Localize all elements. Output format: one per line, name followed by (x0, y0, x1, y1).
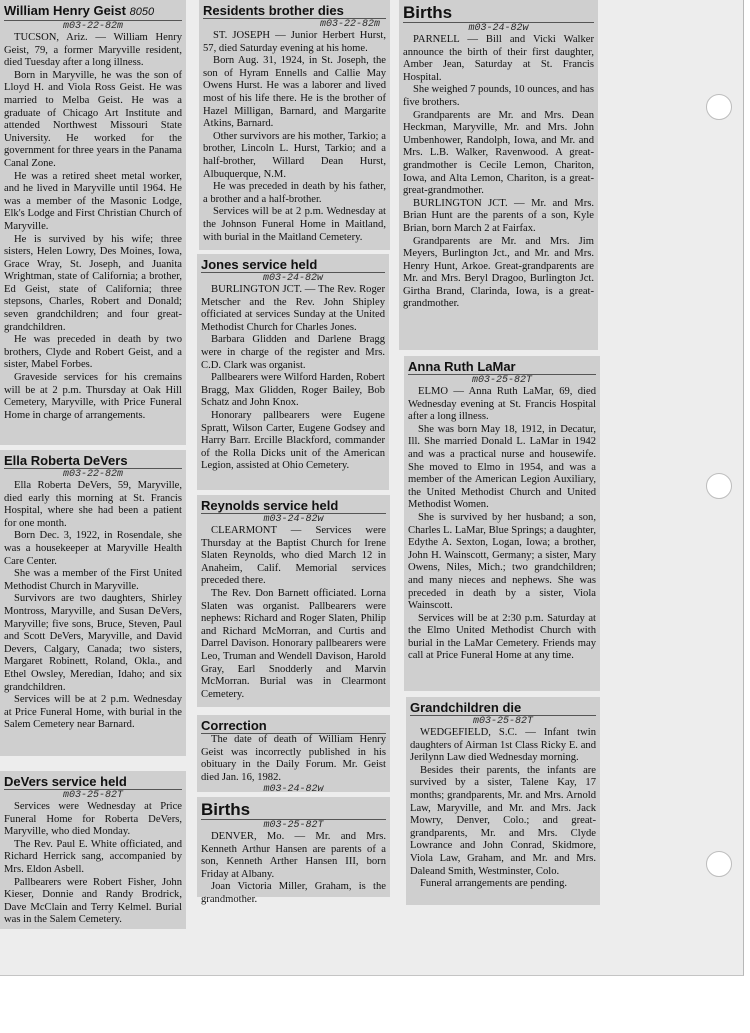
paragraph: The date of death of William Henry Geist was incorrectly published in his obituary in the Daily Forum. Mr. Geist died Jan. 16, 1982. (201, 734, 386, 783)
archive-code: m03-24-82w (468, 23, 529, 34)
clipping-devers-service (0, 771, 186, 929)
clipping-grandchildren-die (406, 697, 600, 905)
paragraph: Ella Roberta DeVers, 59, Maryville, died early this morning at St. Francis Hospital, where she had been a patient for one month. (4, 480, 182, 529)
paragraph: CLEARMONT — Services were Thursday at the Baptist Church for Irene Slaten Reynolds, who died March 12 in Anaheim, Calif. Memorial services preceded there. (201, 525, 386, 587)
paragraph: She was a member of the First United Methodist Church in Maryville. (4, 568, 182, 592)
paragraph: Grandparents are Mr. and Mrs. Dean Heckman, Maryville, Mr. and Mrs. John Umbenhower, Randolph, Iowa, and Mr. and Mrs. L.B. Walker, Ravenwood. A great-grandmother is Cecile Lemon, Chariton, Iowa, and Alta Lemon, Chariton, is a great-great-grandmother. (403, 109, 594, 197)
paragraph: She is survived by her husband; a son, Charles L. LaMar, Blue Springs; a daughter, Edythe A. Sexton, Logan, Iowa; a brother, John H. Wainscott, Germany; a sister, Mary Owens, Niles, Mich.; two grandchildren; and many nieces and nephews. She was preceded in death by a sister, Viola Wainscott. (408, 511, 596, 612)
archive-code: m03-24-82w (263, 514, 324, 525)
archive-code: m03-22-82m (319, 19, 380, 30)
archive-code: m03-25-82T (472, 716, 533, 727)
clipping-title: Grandchildren die (410, 700, 596, 716)
paragraph: Joan Victoria Miller, Graham, is the grandmother. (201, 881, 386, 905)
clipping-residents-brother-dies (199, 0, 390, 250)
archive-code: m03-22-82m (62, 469, 123, 480)
paragraph: She was born May 18, 1912, in Decatur, Ill. She married Donald L. LaMar in 1942 and was a practical nurse and housewife. She moved to Elmo in 1954, and was a member of the American Legion Auxiliary, the United Methodist Church and United Methodist Women. (408, 423, 596, 511)
archive-stamp: 8050 (129, 6, 155, 18)
clipping-births-denver (197, 797, 390, 905)
paragraph: Services will be at 2 p.m. Wednesday at Price Funeral Home, with burial in the Salem Cemetery near Barnard. (4, 694, 182, 731)
clipping-reynolds-service (197, 495, 390, 707)
paragraph: He was preceded in death by his father, a brother and a half-brother. (203, 181, 386, 205)
paragraph: Services will be at 2:30 p.m. Saturday at the Elmo United Methodist Church with burial in the LaMar Cemetery. Friends may call at Price Funeral Home at any time. (408, 612, 596, 662)
paragraph: PARNELL — Bill and Vicki Walker announce the birth of their first daughter, Amber Jean, Saturday at St. Francis Hospital. (403, 34, 594, 83)
paragraph: Born in Maryville, he was the son of Lloyd H. and Viola Ross Geist. He was married to Melba Geist. He was a graduate of Chicago Art Institute and attended Northwest Missouri State University. He worked for the government for three years in the Panama Canal Zone. (4, 69, 182, 169)
clipping-title: Residents brother dies (203, 3, 386, 19)
paragraph: DENVER, Mo. — Mr. and Mrs. Kenneth Arthur Hansen are parents of a son, Kenneth Arther Hansen III, born Friday at Albany. (201, 831, 386, 880)
clipping-title: Jones service held (201, 257, 385, 273)
archive-code: m03-25-82T (263, 820, 324, 831)
archive-code: m03-25-82T (471, 375, 532, 386)
paragraph: He is survived by his wife; three sisters, Helen Lowry, Des Moines, Iowa, Grace Wray, St. Joseph, and Juanita Wrightman, state of California; a brother, Ed Geist, state of California; three stepsons, Charles, Robert and Donald; seven grandchildren; and four great-grandchildren. (4, 233, 182, 333)
paragraph: TUCSON, Ariz. — William Henry Geist, 79, a former Maryville resident, died Tuesday after a long illness. (4, 32, 182, 69)
paragraph: The Rev. Don Barnett officiated. Lorna Slaten was organist. Pallbearers were nephews: Richard and Roger Slaten, Philip and Richard McMorran, and Curtis and Darrel Davison. Honorary pallbearers were Leo, Truman and Wendell Davison, Harold Gray, Earl Snodderly and Marvin McMorran. Burial was in Clearmont Cemetery. (201, 587, 386, 700)
clipping-title: DeVers service held (4, 774, 182, 790)
paragraph: Funeral arrangements are pending. (420, 878, 568, 890)
paragraph: Pallbearers were Robert Fisher, John Kieser, Donnie and Randy Brodrick, Dave McClain and Terry Kelmel. Burial was in the Salem Cemetery. (4, 876, 182, 926)
paragraph: He was preceded in death by two brothers, Clyde and Robert Geist, and a sister, Mabel Forbes. (4, 334, 182, 371)
paragraph: BURLINGTON JCT. — Mr. and Mrs. Brian Hunt are the parents of a son, Kyle Brian, born March 2 at Fairfax. (403, 197, 594, 234)
clipping-births-parnell (399, 0, 598, 350)
paragraph: WEDGEFIELD, S.C. — Infant twin daughters of Airman 1st Class Ricky E. and Jerilynn Law died Wednesday morning. (410, 727, 596, 764)
clipping-title: Births (403, 3, 594, 23)
clipping-title: William Henry Geist 8050 (4, 3, 182, 21)
clipping-william-henry-geist (0, 0, 186, 445)
clipping-title: Reynolds service held (201, 498, 386, 514)
paragraph: Services were Wednesday at Price Funeral Home for Roberta DeVers, Maryville, who died Monday. (4, 801, 182, 838)
paragraph: Survivors are two daughters, Shirley Montross, Maryville, and Susan DeVers, Maryville; five sons, Bruce, Steven, Paul and Scott DeVers, Maryville, and David Devers, Calgary, Canada; two sisters, Margaret Robinett, Roland, Okla., and Ethel Owsley, Meredian, Idaho; and six grandchildren. (4, 593, 182, 693)
paragraph: Graveside services for his cremains will be at 2 p.m. Thursday at Oak Hill Cemetery, Maryville, with Price Funeral Home in charge of arrangements. (4, 372, 182, 421)
paragraph: ST. JOSEPH — Junior Herbert Hurst, 57, died Saturday evening at his home. (203, 30, 386, 54)
paragraph: He was a retired sheet metal worker, and he lived in Maryville until 1964. He was a member of the Masonic Lodge, Elk's Lodge and First Christian Church of Maryville. (4, 170, 182, 232)
clipping-title: Ella Roberta DeVers (4, 453, 182, 469)
paragraph: BURLINGTON JCT. — The Rev. Roger Metscher and the Rev. John Shipley officiated at services Sunday at the United Methodist Church for Charles Jones. (201, 284, 385, 333)
paragraph: Born Dec. 3, 1922, in Rosendale, she was a housekeeper at Maryville Health Care Center. (4, 530, 182, 567)
archive-code: m03-25-82T (62, 790, 123, 801)
clipping-title: Anna Ruth LaMar (408, 359, 596, 375)
punch-hole (706, 851, 732, 877)
punch-hole (706, 94, 732, 120)
paragraph: Grandparents are Mr. and Mrs. Jim Meyers, Burlington Jct., and Mr. and Mrs. Henry Hunt, Arkoe. Great-grandparents are Mr. and Mrs. Beryl Dragoo, Burlington Jct. Girtha Brand, Clarinda, Iowa, is a great-grandmother. (403, 235, 594, 310)
paragraph: Other survivors are his mother, Tarkio; a brother, Lincoln L. Hurst, Tarkio; and a half-brother, Willard Dean Hurst, Albuquerque, N.M. (203, 130, 386, 180)
archive-code: m03-24-82w (263, 784, 324, 796)
paragraph: She weighed 7 pounds, 10 ounces, and has five brothers. (403, 84, 594, 108)
punch-hole (706, 473, 732, 499)
clipping-correction (197, 715, 390, 796)
clipping-ella-roberta-devers (0, 450, 186, 756)
paragraph: Barbara Glidden and Darlene Bragg were in charge of the register and Mrs. C.D. Clark was organist. (201, 334, 385, 371)
clipping-jones-service (197, 254, 389, 490)
paragraph: ELMO — Anna Ruth LaMar, 69, died Wednesday evening at St. Francis Hospital after a long illness. (408, 386, 596, 423)
paragraph: The Rev. Paul E. White officiated, and Richard Herrick sang, accompanied by Mrs. Eldon Asbell. (4, 838, 182, 875)
paragraph: Honorary pallbearers were Eugene Spratt, Wilson Carter, Eugene Godsey and Harry Barr. Ercille Blackford, commander of the Rolla Dicks unit of the American Legion, assisted at Ohio Cemetery. (201, 409, 385, 472)
paragraph: Services will be at 2 p.m. Wednesday at the Johnson Funeral Home in Maitland, with burial in the Maitland Cemetery. (203, 206, 386, 243)
clipping-anna-ruth-lamar (404, 356, 600, 691)
archive-code: m03-24-82w (262, 273, 323, 284)
clipping-title: Correction (201, 718, 386, 734)
paragraph: Besides their parents, the infants are survived by a sister, Talene Kay, 17 months; grandparents, Mr. and Mrs. Arnold Law, Maryville, and Mr. and Mrs. Jack Mowry, Denver, Colo.; and great-grandparents, Mr. and Mrs. Clyde Lowrance and John Conrad, Skidmore, Viola Law, Graham, and Mr. and Mrs. Daleand Smith, Westminster, Colo. (410, 764, 596, 877)
clipping-title: Births (201, 800, 386, 820)
paragraph: Born Aug. 31, 1924, in St. Joseph, the son of Hyram Ennells and Callie May Owens Hurst. He was a laborer and lived most of his life there. He is the brother of Hazel Milligan, Barnard, and Margarite Atkins, Barnard. (203, 55, 386, 130)
archive-code: m03-22-82m (62, 21, 123, 32)
paragraph: Pallbearers were Wilford Harden, Robert Bragg, Max Glidden, Roger Bailey, Bob Schatz and John Knox. (201, 372, 385, 409)
